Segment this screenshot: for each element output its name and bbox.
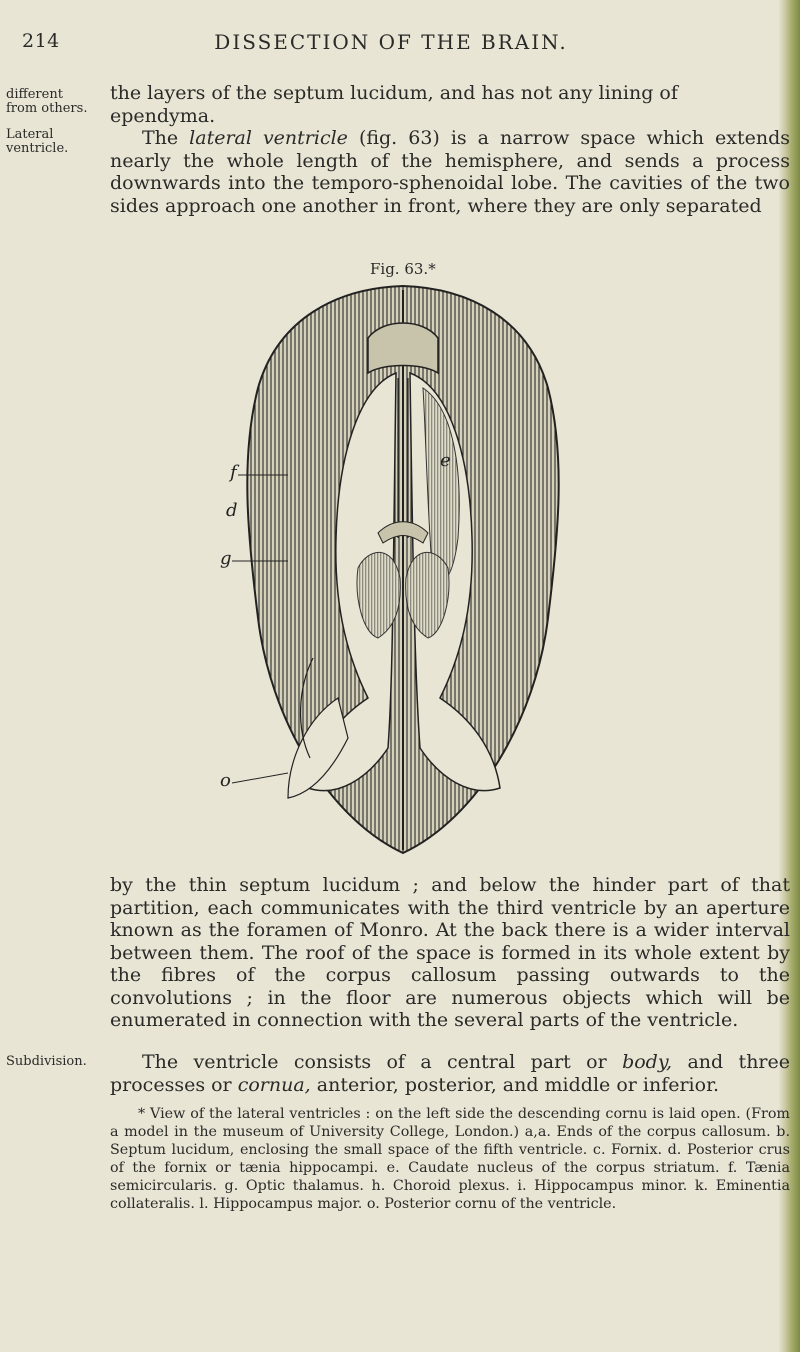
label-f: f bbox=[230, 462, 237, 483]
figure-lateral-ventricles bbox=[218, 278, 588, 860]
term-lateral-ventricle: lateral ventricle bbox=[189, 127, 348, 149]
term-cornua: cornua, bbox=[237, 1073, 311, 1096]
label-o: o bbox=[220, 770, 231, 791]
footnote: * View of the lateral ventricles : on the left side the descending cornu is laid open. (From a model in the museum of University College, London.) a,a. Ends of the corpus callosum. b. Septum lucidum, enclosing the small space of the fifth ventricle. c. Fornix. d. Posterior crus of the fornix or tænia hippocampi. e. Caudate nucleus of the corpus striatum. f. Tænia semicircularis. g. Optic thalamus. h. Choroid plexus. i. Hippocampus minor. k. Eminentia collateralis. l. Hippocampus major. o. Posterior cornu of the ventricle. bbox=[110, 1106, 790, 1212]
leader-o bbox=[232, 773, 288, 783]
paragraph-2: The lateral ventricle (fig. 63) is a narrow space which extends nearly the whole length of the hemisphere, and sends a process downwards into the temporo-sphenoidal lobe. The cavities of the two sides approach one another in front, where they are only separated bbox=[110, 127, 791, 217]
sidenote-subdivision: Subdivision. bbox=[6, 1054, 87, 1069]
sidenote-lateral-ventricle: Lateral ventricle. bbox=[6, 127, 69, 156]
paragraph-3: by the thin septum lucidum ; and below the hinder part of that partition, each communicates with the third ventricle by an aperture known as the foramen of Monro. At the back there is a wider interval between them. The roof of the space is formed in its whole extent by the fibres of the corpus callosum passing outwards to the convolutions ; in the floor are numerous objects which will be enumerated in connection with the several parts of the ventricle. bbox=[110, 874, 790, 1031]
page-number: 214 bbox=[22, 30, 60, 52]
label-g: g bbox=[220, 548, 232, 569]
paragraph-4: The ventricle consists of a central part or body, and three processes or cornua, anterior, posterior, and middle or inferior. bbox=[110, 1051, 790, 1096]
label-d: d bbox=[226, 500, 238, 521]
sidenote-different: different from others. bbox=[6, 87, 88, 116]
corpus-callosum bbox=[368, 323, 438, 373]
running-header bbox=[22, 30, 760, 60]
running-title: DISSECTION OF THE BRAIN. bbox=[214, 30, 568, 54]
paragraph-1: the layers of the septum lucidum, and has not any lining of ependyma. bbox=[110, 82, 678, 127]
term-body: body, bbox=[622, 1051, 673, 1073]
figure-title: Fig. 63.* bbox=[370, 260, 436, 278]
label-e: e bbox=[440, 450, 451, 471]
